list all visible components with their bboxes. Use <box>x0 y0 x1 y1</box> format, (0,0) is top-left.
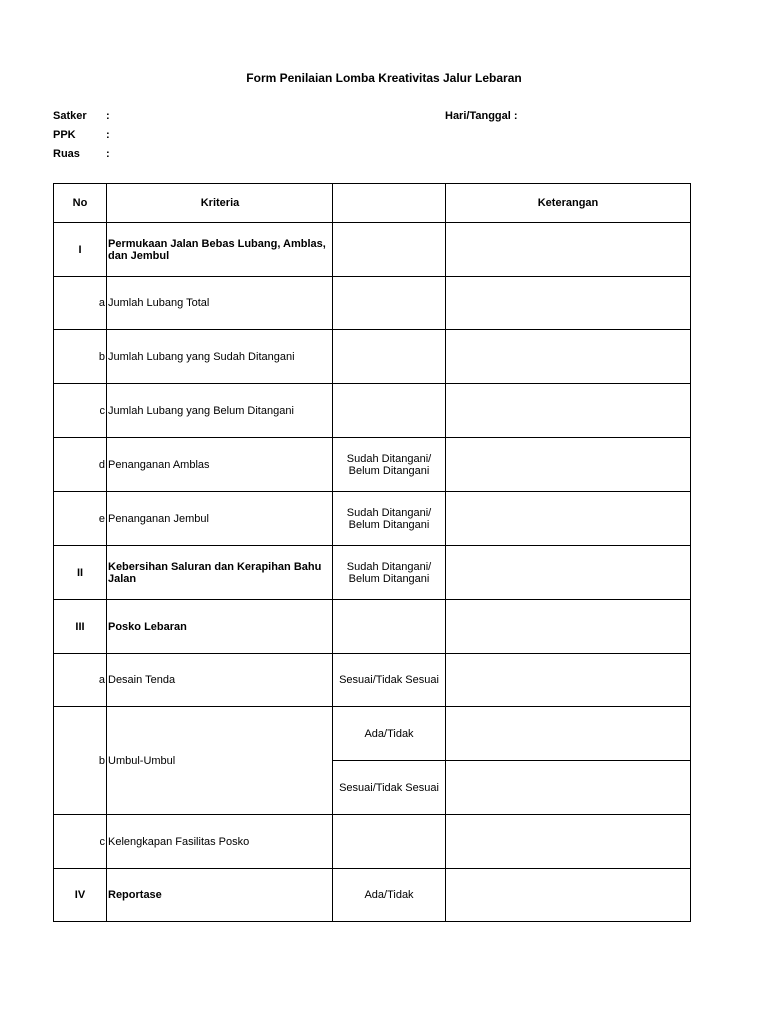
row-value <box>333 600 446 654</box>
row-number: b <box>54 330 107 384</box>
row-keterangan[interactable] <box>446 600 691 654</box>
row-value: Sesuai/Tidak Sesuai <box>333 761 446 815</box>
row-value: Sudah Ditangani/ Belum Ditangani <box>333 492 446 546</box>
row-kriteria: Jumlah Lubang yang Sudah Ditangani <box>107 330 333 384</box>
table-row <box>54 869 691 922</box>
row-keterangan[interactable] <box>446 492 691 546</box>
row-value: Ada/Tidak <box>333 869 446 922</box>
table-row <box>54 492 691 546</box>
row-value: Sesuai/Tidak Sesuai <box>333 654 446 707</box>
table-row <box>54 546 691 600</box>
ruas-colon: : <box>106 148 110 160</box>
row-keterangan[interactable] <box>446 815 691 869</box>
table-row <box>54 438 691 492</box>
row-number: d <box>54 438 107 492</box>
row-kriteria: Jumlah Lubang yang Belum Ditangani <box>107 384 333 438</box>
row-keterangan[interactable] <box>446 223 691 277</box>
table-row <box>54 277 691 330</box>
row-keterangan[interactable] <box>446 277 691 330</box>
header-keterangan: Keterangan <box>446 184 691 223</box>
table-row <box>54 384 691 438</box>
row-number: e <box>54 492 107 546</box>
row-number: b <box>54 707 107 815</box>
row-kriteria: Reportase <box>107 869 333 922</box>
row-value[interactable] <box>333 277 446 330</box>
ruas-label: Ruas <box>53 148 80 160</box>
row-kriteria: Kelengkapan Fasilitas Posko <box>107 815 333 869</box>
row-keterangan[interactable] <box>446 654 691 707</box>
row-number: a <box>54 277 107 330</box>
header-no: No <box>54 184 107 223</box>
row-keterangan[interactable] <box>446 869 691 922</box>
table-row <box>54 223 691 277</box>
row-kriteria: Penanganan Amblas <box>107 438 333 492</box>
row-number: IV <box>54 869 107 922</box>
row-kriteria: Jumlah Lubang Total <box>107 277 333 330</box>
row-number: III <box>54 600 107 654</box>
row-keterangan[interactable] <box>446 546 691 600</box>
row-value: Sudah Ditangani/ Belum Ditangani <box>333 438 446 492</box>
row-kriteria: Desain Tenda <box>107 654 333 707</box>
row-number: I <box>54 223 107 277</box>
table-row <box>54 707 691 761</box>
row-number: II <box>54 546 107 600</box>
satker-label: Satker <box>53 110 87 122</box>
row-keterangan[interactable] <box>446 707 691 761</box>
row-kriteria: Umbul-Umbul <box>107 707 333 815</box>
row-kriteria: Permukaan Jalan Bebas Lubang, Amblas, dan Jembul <box>107 223 333 277</box>
row-value[interactable] <box>333 815 446 869</box>
assessment-table <box>53 183 691 922</box>
row-keterangan[interactable] <box>446 384 691 438</box>
row-keterangan[interactable] <box>446 438 691 492</box>
row-kriteria: Posko Lebaran <box>107 600 333 654</box>
row-value: Sudah Ditangani/ Belum Ditangani <box>333 546 446 600</box>
row-value[interactable] <box>333 384 446 438</box>
table-row <box>54 600 691 654</box>
table-row <box>54 654 691 707</box>
row-keterangan[interactable] <box>446 330 691 384</box>
table-row <box>54 330 691 384</box>
row-number: c <box>54 384 107 438</box>
row-value[interactable] <box>333 330 446 384</box>
header-blank <box>333 184 446 223</box>
row-kriteria: Kebersihan Saluran dan Kerapihan Bahu Jalan <box>107 546 333 600</box>
row-kriteria: Penanganan Jembul <box>107 492 333 546</box>
row-keterangan[interactable] <box>446 761 691 815</box>
table-row <box>54 815 691 869</box>
table-header-row <box>54 184 691 223</box>
row-number: a <box>54 654 107 707</box>
form-title: Form Penilaian Lomba Kreativitas Jalur Lebaran <box>246 71 522 85</box>
hari-tanggal-label: Hari/Tanggal : <box>445 110 518 122</box>
header-kriteria: Kriteria <box>107 184 333 223</box>
row-value: Ada/Tidak <box>333 707 446 761</box>
ppk-label: PPK <box>53 129 76 141</box>
ppk-colon: : <box>106 129 110 141</box>
satker-colon: : <box>106 110 110 122</box>
row-value <box>333 223 446 277</box>
row-number: c <box>54 815 107 869</box>
